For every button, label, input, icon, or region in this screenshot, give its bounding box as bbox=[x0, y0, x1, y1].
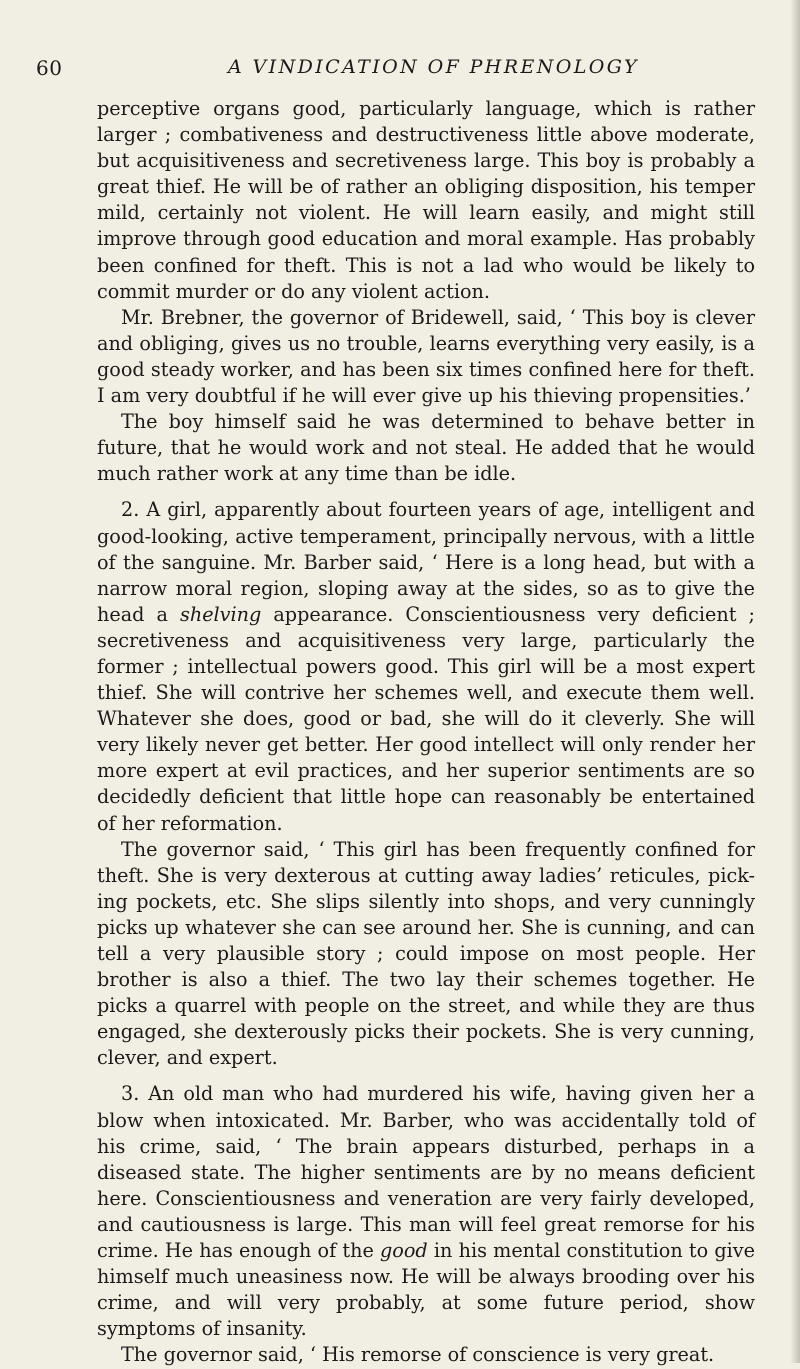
paragraph-governor-on-boy: Mr. Brebner, the governor of Bridewell, said, ‘ This boy is clever and obliging, gives us no trouble, learns everything very easily, is a good steady worker, and has been six times confined here for theft. I am very doubtful if he will ever give up his thieving propensities.’ bbox=[97, 305, 755, 408]
paragraph-case-2-girl bbox=[97, 497, 755, 836]
running-title: A VINDICATION OF PHRENOLOGY bbox=[228, 56, 639, 78]
paragraph-boy-statement: The boy himself said he was determined to behave better in future, that he would work and not steal. He added that he would much rather work at any time than be idle. bbox=[97, 410, 755, 486]
paragraph-text: 3. An old man who had murdered his wife, having given her a blow when intoxicated. Mr. Barber, who was accidentally told of his crime, said, ‘ The brain appears disturbed, perhaps in a diseased state. The higher sentiments are by no means deficient here. Conscientiousness and veneration are very fairly developed, and cautiousness is large. This man will feel great remorse for his crime. He has enough of the bbox=[97, 1082, 755, 1263]
paragraph-boy-continued: perceptive organs good, particularly language, which is rather larger ; combativeness and destructiveness little above moderate, but acquisitiveness and secretiveness large. This boy is probably a great thief. He will be of rather an obliging disposition, his temper mild, certainly not violent. He will learn easily, and might still improve through good education and moral example. Has probably been confined for theft. This is not a lad who would be likely to commit murder or do any violent action. bbox=[97, 97, 755, 303]
paragraph-text: in his mental constitution to give himself much uneasiness now. He will be always brooding over his crime, and will very probably, at some future period, show symptoms of insanity. bbox=[97, 1239, 755, 1341]
emphasis-word: shelving bbox=[179, 602, 262, 626]
page-edge-shadow bbox=[790, 0, 800, 1363]
paragraph-text: appearance. Conscientiousness very deficient ; secretiveness and acquisitiveness very large, particularly the former ; intellectual powers good. This girl will be a most expert thief. She will contrive her schemes well, and execute them well. Whatever she does, good or bad, she will do it cleverly. She will very likely never get better. Her good intellect will only render her more expert at evil practices, and her superior sentiments are so decidedly deficient that little hope can reasonably be entertained of her reformation. bbox=[97, 602, 755, 835]
paragraph-text: 2. A girl, apparently about fourteen years of age, intelligent and good-looking, active temperament, principally nervous, with a little of the sanguine. Mr. Barber said, ‘ Here is a long head, but with a narrow moral region, sloping away at the sides, so as to give the head a bbox=[97, 498, 755, 626]
paragraph-governor-on-old-man: The governor said, ‘ His remorse of conscience is very great. bbox=[121, 1343, 715, 1367]
paragraph-governor-on-girl: The governor said, ‘ This girl has been frequently confined for theft. She is very dexterous at cutting away ladies’ reticules, pick-ing pockets, etc. She slips silently into shops, and very cunningly picks up whatever she can see around her. She is cunning, and can tell a very plausible story ; could impose on most people. Her brother is also a thief. The two lay their schemes together. He picks a quarrel with people on the street, and while they are thus engaged, she dexterously picks their pockets. She is very cunning, clever, and expert. bbox=[97, 837, 755, 1070]
page-number: 60 bbox=[36, 56, 63, 80]
body-text bbox=[97, 96, 755, 1369]
paragraph-case-3-old-man bbox=[97, 1081, 755, 1342]
running-header bbox=[36, 56, 756, 86]
emphasis-word: good bbox=[380, 1239, 428, 1263]
